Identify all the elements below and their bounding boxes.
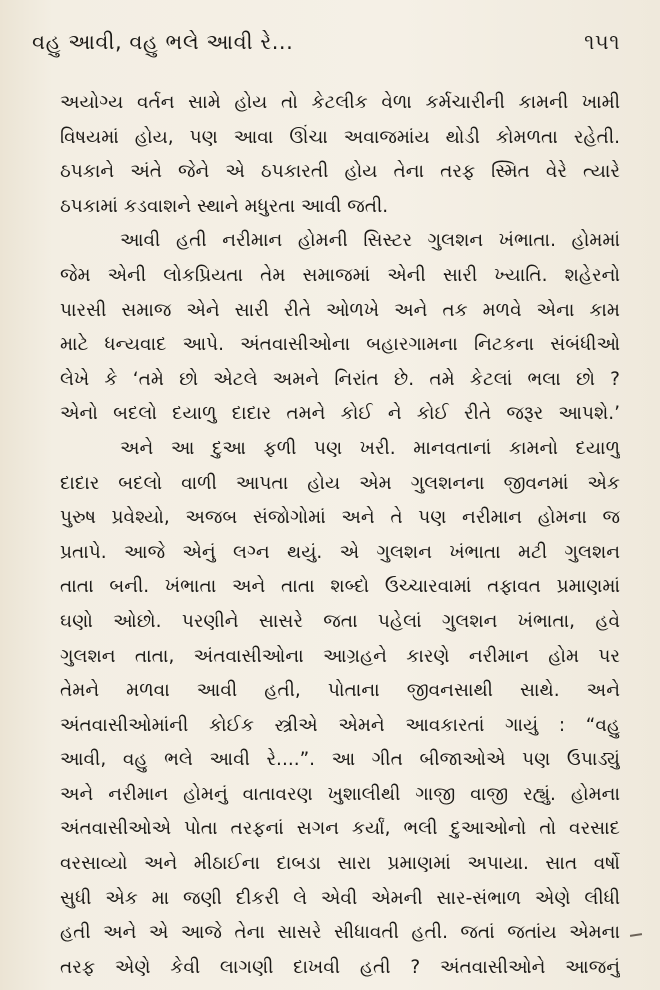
text-line: અને નરીમાન હોમનું વાતાવરણ ખુશાલીથી ગાજી વાજી રહ્યું. હોમના xyxy=(60,783,620,805)
text-line: એનો બદલો દયાળુ દાદાર તમને કોઈ ને કોઈ રીતે જરૂર આપશે.’ xyxy=(60,403,620,425)
page-corner-mark xyxy=(630,933,642,937)
body-text xyxy=(60,86,620,985)
text-line: જેમ એની લોકપ્રિયતા તેમ સમાજમાં એની સારી ખ્યાતિ. શહેરનો xyxy=(60,264,620,286)
running-title: વહુ આવી, વહુ ભલે આવી રે... xyxy=(32,30,294,54)
text-line: પ્રતાપે. આજે એનું લગ્ન થયું. એ ગુલશન ખંભાતા મટી ગુલશન xyxy=(60,541,620,563)
page-header xyxy=(32,30,620,55)
text-line: ઠપકામાં કડવાશને સ્થાને મધુરતા આવી જતી. xyxy=(60,195,389,217)
text-line: અને આ દુઆ ફળી પણ ખરી. માનવતાનાં કામનો દયાળુ xyxy=(120,437,620,459)
text-line: તરફ એણે કેવી લાગણી દાખવી હતી ? અંતવાસીઓને આજનું xyxy=(60,956,620,978)
text-line: માટે ધન્યવાદ આપે. અંતવાસીઓના બહારગામના નિટકના સંબંધીઓ xyxy=(60,334,620,356)
text-line: તાતા બની. ખંભાતા અને તાતા શબ્દો ઉચ્ચારવામાં તફાવત પ્રમાણમાં xyxy=(60,576,620,598)
text-line: અંતવાસીઓમાંની કોઈક સ્ત્રીએ એમને આવકારતાં ગાયું : “વહુ xyxy=(60,714,620,736)
text-line: દાદાર બદલો વાળી આપતા હોય એમ ગુલશનના જીવનમાં એક xyxy=(60,472,620,494)
text-line: લેખે કે ‘તમે છો એટલે અમને નિરાંત છે. તમે કેટલાં ભલા છો ? xyxy=(60,368,620,390)
text-line: આવી હતી નરીમાન હોમની સિસ્ટર ગુલશન ખંભાતા. હોમમાં xyxy=(120,230,620,252)
text-line: વિષયમાં હોય, પણ આવા ઊંચા અવાજમાંય થોડી કોમળતા રહેતી. xyxy=(60,126,620,148)
text-line: આવી, વહુ ભલે આવી રે....”. આ ગીત બીજાઓએ પણ ઉપાડ્યું xyxy=(60,749,620,771)
text-line: ગુલશન તાતા, અંતવાસીઓના આગ્રહને કારણે નરીમાન હોમ પર xyxy=(60,645,620,667)
text-line: સુધી એક મા જણી દીકરી લે એવી એમની સાર-સંભાળ એણે લીધી xyxy=(60,887,620,909)
text-line: પુરુષ પ્રવેશ્યો, અજબ સંજોગોમાં અને તે પણ નરીમાન હોમના જ xyxy=(60,507,620,529)
text-line: હતી અને એ આજે તેના સાસરે સીધાવતી હતી. જતાં જતાંય એમના xyxy=(60,922,620,944)
text-line: ઠપકાને અંતે જેને એ ઠપકારતી હોય તેના તરફ સ્મિત વેરે ત્યારે xyxy=(60,161,620,183)
text-line: અંતવાસીઓએ પોતા તરફનાં સગન કર્યાં, ભલી દુઆઓનો તો વરસાદ xyxy=(60,818,620,840)
text-line: વરસાવ્યો અને મીઠાઈના દાબડા સારા પ્રમાણમાં અપાયા. સાત વર્ષો xyxy=(60,853,620,875)
page-number: ૧૫૧ xyxy=(584,30,620,54)
text-line: પારસી સમાજ એને સારી રીતે ઓળખે અને તક મળવે એના કામ xyxy=(60,299,620,321)
text-line: ઘણો ઓછો. પરણીને સાસરે જતા પહેલાં ગુલશન ખંભાતા, હવે xyxy=(60,610,620,632)
text-line: તેમને મળવા આવી હતી, પોતાના જીવનસાથી સાથે. અને xyxy=(60,680,620,702)
text-line: અયોગ્ય વર્તન સામે હોય તો કેટલીક વેળા કર્મચારીની કામની ખામી xyxy=(60,92,620,113)
